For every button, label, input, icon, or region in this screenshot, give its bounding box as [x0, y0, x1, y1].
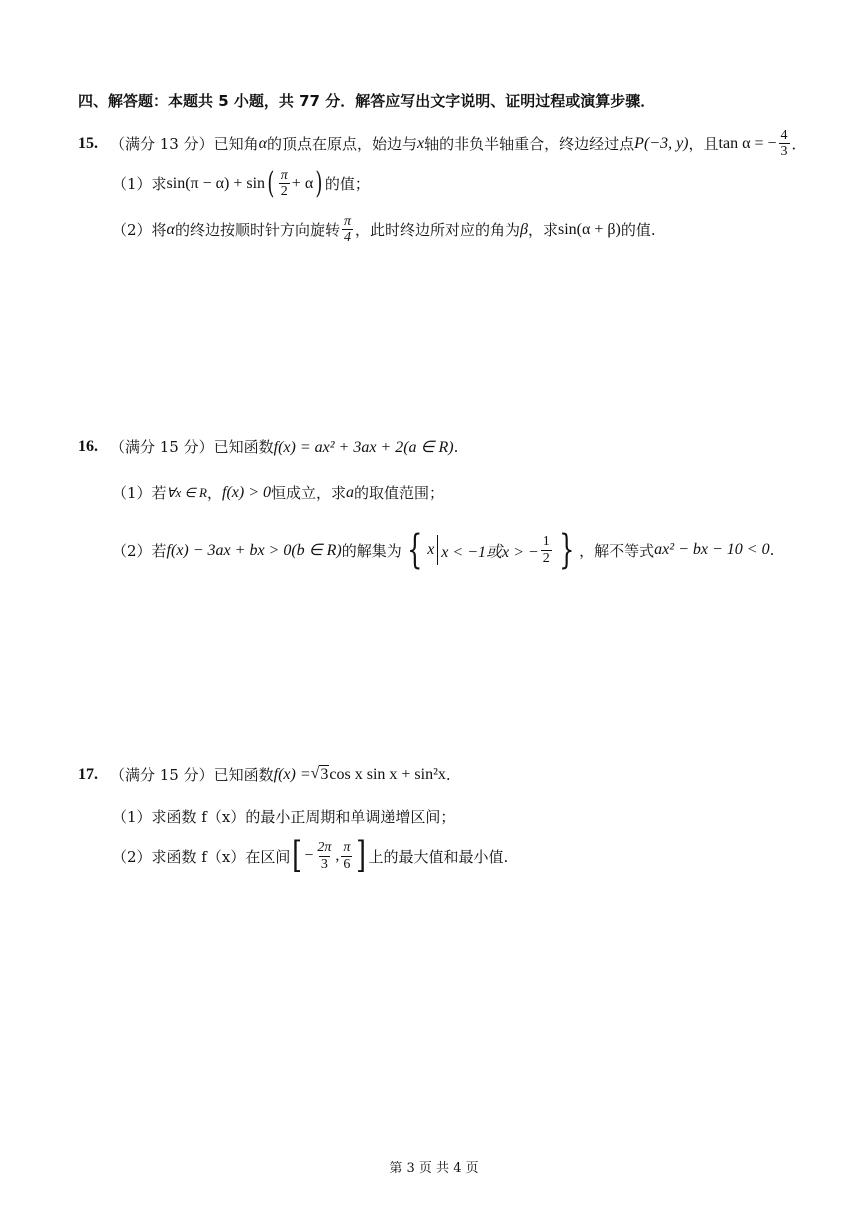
- q16-p1-b: ，: [206, 484, 222, 502]
- paren-close-icon: ): [315, 165, 323, 201]
- q17-text-a: （满分 15 分）已知函数: [110, 766, 274, 784]
- q16-set-denominator: 2: [542, 550, 550, 566]
- q17-interval-num-1: 2π: [317, 840, 332, 856]
- q15-p2-numerator: π: [343, 214, 351, 229]
- q15-text-b: 的顶点在原点，始边与: [267, 135, 418, 154]
- page-footer: 第 3 页 共 4 页: [389, 1161, 479, 1176]
- q16-p1-ineq: f(x) > 0: [222, 483, 271, 501]
- q15-p2-b: 的终边按顺时针方向旋转: [174, 221, 340, 240]
- q16-set-condition: x < −1或x > −: [441, 543, 539, 561]
- q15-p2-a: （2）将: [112, 221, 167, 240]
- question-17-intro: [78, 764, 451, 785]
- q17-p1: （1）求函数 f（x）的最小正周期和单调递增区间；: [112, 808, 456, 826]
- brace-close-icon: }: [558, 527, 575, 573]
- sqrt-icon: √ 3: [310, 765, 329, 784]
- q15-p2-expr: sin(α + β): [557, 220, 621, 238]
- q15-text-d: ，且: [688, 135, 719, 154]
- q15-p2-alpha: α: [166, 220, 175, 238]
- set-divider-icon: [437, 535, 438, 565]
- q15-text-c: 轴的非负半轴重合，终边经过点: [424, 135, 635, 154]
- question-17-number: 17.: [78, 765, 98, 783]
- q15-p1-label: （1）求: [112, 175, 167, 194]
- q15-p2-d: ，求: [527, 221, 558, 240]
- q16-text-a: （满分 15 分）已知函数: [110, 438, 274, 456]
- question-16-part-1: [112, 482, 444, 503]
- brace-open-icon: {: [406, 527, 423, 573]
- q16-p1-forall: ∀x ∈ R: [166, 484, 207, 500]
- section-title: 四、解答题：本题共 5 小题，共 77 分．解答应写出文字说明、证明过程或演算步骤．: [78, 92, 656, 110]
- question-15-part-2: [112, 214, 656, 246]
- q16-set-var: x: [427, 541, 435, 558]
- q15-tan-numerator: 4: [780, 128, 788, 143]
- q16-end: .: [453, 437, 459, 456]
- q16-p2-a: （2）若: [112, 541, 167, 560]
- bracket-open-icon: [: [292, 835, 303, 876]
- q17-interval-num-2: π: [343, 840, 351, 856]
- q16-p1-a: （1）若: [112, 484, 167, 502]
- q15-p1-denominator: 2: [280, 184, 288, 200]
- q16-set-numerator: 1: [542, 534, 550, 550]
- q15-p2-fraction: [342, 214, 353, 246]
- q15-p1-end: 的值；: [324, 175, 370, 194]
- q17-sqrt-value: 3: [320, 766, 329, 784]
- q17-p2-a: （2）求函数 f（x）在区间: [112, 847, 291, 866]
- q15-p2-beta: β: [520, 220, 528, 238]
- question-15-part-1: [112, 165, 370, 201]
- q15-p1-numerator: π: [280, 168, 288, 183]
- q15-p1-expr-b: + α: [291, 174, 314, 192]
- q17-p2-b: 上的最大值和最小值.: [368, 847, 509, 866]
- q15-end: ．: [791, 135, 807, 154]
- q17-interval-frac-1: [315, 840, 333, 872]
- q15-p2-end: 的值.: [620, 221, 656, 240]
- q17-interval-den-1: 3: [320, 856, 328, 872]
- q16-p1-d: 的取值范围；: [354, 484, 445, 502]
- q17-interval-neg: −: [304, 847, 314, 864]
- q16-p2-b: 的解集为: [341, 541, 402, 560]
- question-15-number: 15.: [78, 134, 98, 152]
- q17-end: .: [445, 765, 451, 784]
- question-17-part-2: [112, 835, 509, 876]
- q17-interval-frac-2: [341, 840, 352, 872]
- q15-tan-expr: tan α = −: [718, 134, 777, 152]
- q16-p2-c: ，解不等式: [579, 541, 655, 560]
- q15-p2-c: ，此时终边所对应的角为: [354, 221, 520, 240]
- q15-p1-expr-a: sin(π − α) + sin: [166, 174, 266, 192]
- q15-tan-fraction: [779, 128, 790, 160]
- q15-tan-denominator: 3: [780, 144, 788, 160]
- q15-p1-fraction: [279, 168, 290, 200]
- q15-p2-denominator: 4: [343, 230, 351, 246]
- q16-set-fraction: [541, 534, 552, 566]
- q16-p2-ineq: f(x) − 3ax + bx > 0(b ∈ R): [166, 542, 342, 559]
- q15-text-a: （满分 13 分）已知角: [110, 135, 259, 154]
- question-15-intro: [78, 128, 807, 160]
- paren-open-icon: (: [267, 165, 275, 201]
- q16-p2-end: .: [769, 541, 775, 559]
- q15-alpha: α: [258, 134, 268, 152]
- question-17-part-1: [112, 806, 455, 827]
- question-16-part-2: [112, 527, 775, 573]
- q16-p1-var: a: [346, 483, 355, 501]
- q16-p1-c: 恒成立，求: [271, 484, 347, 502]
- q15-x: x: [417, 134, 425, 152]
- q17-interval-den-2: 6: [343, 856, 351, 872]
- q15-point: P(−3, y): [634, 134, 689, 152]
- question-16-intro: [78, 436, 458, 457]
- q16-function: f(x) = ax² + 3ax + 2(a ∈ R): [273, 438, 454, 456]
- question-16-number: 16.: [78, 437, 98, 455]
- bracket-close-icon: ]: [356, 835, 367, 876]
- q17-func-a: f(x) =: [273, 765, 311, 783]
- q16-p2-target: ax² − bx − 10 < 0: [654, 541, 770, 558]
- q17-interval-comma: ,: [335, 847, 340, 864]
- q17-func-b: cos x sin x + sin²x: [329, 765, 446, 783]
